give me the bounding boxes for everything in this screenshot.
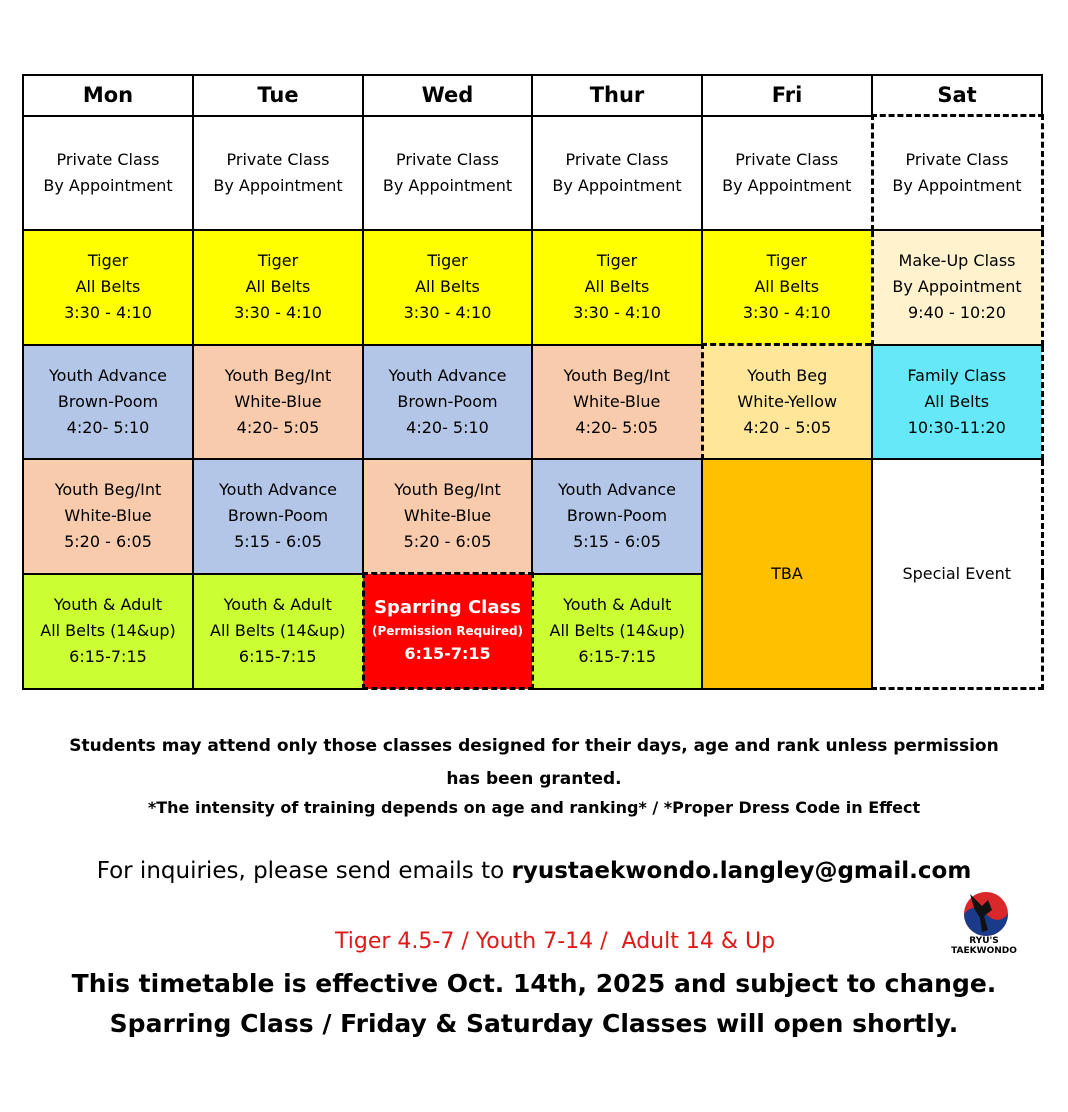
row-private xyxy=(23,116,1042,231)
day-header-mon: Mon xyxy=(23,75,193,116)
day-header-tue: Tue xyxy=(193,75,363,116)
cell-youth-beg-mon: Youth Beg/Int White-Blue 5:20 - 6:05 xyxy=(23,459,193,574)
day-header-fri: Fri xyxy=(702,75,872,116)
inquiry-line: For inquiries, please send emails to ryustaekwondo.langley@gmail.com xyxy=(96,858,972,884)
cell-private-wed: Private Class By Appointment xyxy=(363,116,532,231)
cell-youth-beg-wed: Youth Beg/Int White-Blue 5:20 - 6:05 xyxy=(363,459,532,574)
effective-date-note: This timetable is effective Oct. 14th, 2025 and subject to change. xyxy=(71,969,997,998)
contact-email[interactable]: ryustaekwondo.langley@gmail.com xyxy=(511,858,972,884)
row-tiger xyxy=(23,230,1042,345)
cell-youth-adv-mon: Youth Advance Brown-Poom 4:20- 5:10 xyxy=(23,345,193,460)
cell-makeup-sat: Make-Up Class By Appointment 9:40 - 10:20 xyxy=(872,230,1042,345)
row-afternoon-1 xyxy=(23,345,1042,460)
cell-private-mon: Private Class By Appointment xyxy=(23,116,193,231)
cell-private-sat: Private Class By Appointment xyxy=(872,116,1042,231)
opening-note: Sparring Class / Friday & Saturday Classes will open shortly. xyxy=(109,1009,959,1038)
cell-adult-thur: Youth & Adult All Belts (14&up) 6:15-7:15 xyxy=(532,574,702,689)
timetable xyxy=(22,74,1044,690)
day-header-sat: Sat xyxy=(872,75,1042,116)
cell-tiger-fri: Tiger All Belts 3:30 - 4:10 xyxy=(702,230,872,345)
cell-adult-mon: Youth & Adult All Belts (14&up) 6:15-7:15 xyxy=(23,574,193,689)
cell-private-fri: Private Class By Appointment xyxy=(702,116,872,231)
cell-youth-beg-fri: Youth Beg White-Yellow 4:20 - 5:05 xyxy=(702,345,872,460)
cell-youth-adv-thur: Youth Advance Brown-Poom 5:15 - 6:05 xyxy=(532,459,702,574)
cell-youth-beg-tue: Youth Beg/Int White-Blue 4:20- 5:05 xyxy=(193,345,363,460)
cell-tiger-tue: Tiger All Belts 3:30 - 4:10 xyxy=(193,230,363,345)
cell-youth-adv-wed: Youth Advance Brown-Poom 4:20- 5:10 xyxy=(363,345,532,460)
cell-tiger-thur: Tiger All Belts 3:30 - 4:10 xyxy=(532,230,702,345)
cell-private-thur: Private Class By Appointment xyxy=(532,116,702,231)
cell-sparring-wed: Sparring Class (Permission Required) 6:15-7:15 xyxy=(363,574,532,689)
cell-private-tue: Private Class By Appointment xyxy=(193,116,363,231)
attendance-note: Students may attend only those classes designed for their days, age and rank unless permission has been granted. xyxy=(69,736,999,789)
training-note: *The intensity of training depends on age and ranking* / *Proper Dress Code in Effect xyxy=(147,798,921,817)
cell-family-sat: Family Class All Belts 10:30-11:20 xyxy=(872,345,1042,460)
day-header-wed: Wed xyxy=(363,75,532,116)
cell-youth-beg-thur: Youth Beg/Int White-Blue 4:20- 5:05 xyxy=(532,345,702,460)
row-afternoon-2 xyxy=(23,459,1042,574)
cell-tiger-wed: Tiger All Belts 3:30 - 4:10 xyxy=(363,230,532,345)
age-groups: Tiger 4.5-7 / Youth 7-14 / Adult 14 & Up xyxy=(335,929,776,954)
cell-tba-fri: TBA xyxy=(702,459,872,689)
day-header-thur: Thur xyxy=(532,75,702,116)
cell-special-event-sat: Special Event xyxy=(872,459,1042,689)
cell-adult-tue: Youth & Adult All Belts (14&up) 6:15-7:15 xyxy=(193,574,363,689)
logo-text: RYU'S TAEKWONDO xyxy=(951,936,1017,956)
cell-youth-adv-tue: Youth Advance Brown-Poom 5:15 - 6:05 xyxy=(193,459,363,574)
header-row xyxy=(23,75,1042,116)
cell-tiger-mon: Tiger All Belts 3:30 - 4:10 xyxy=(23,230,193,345)
